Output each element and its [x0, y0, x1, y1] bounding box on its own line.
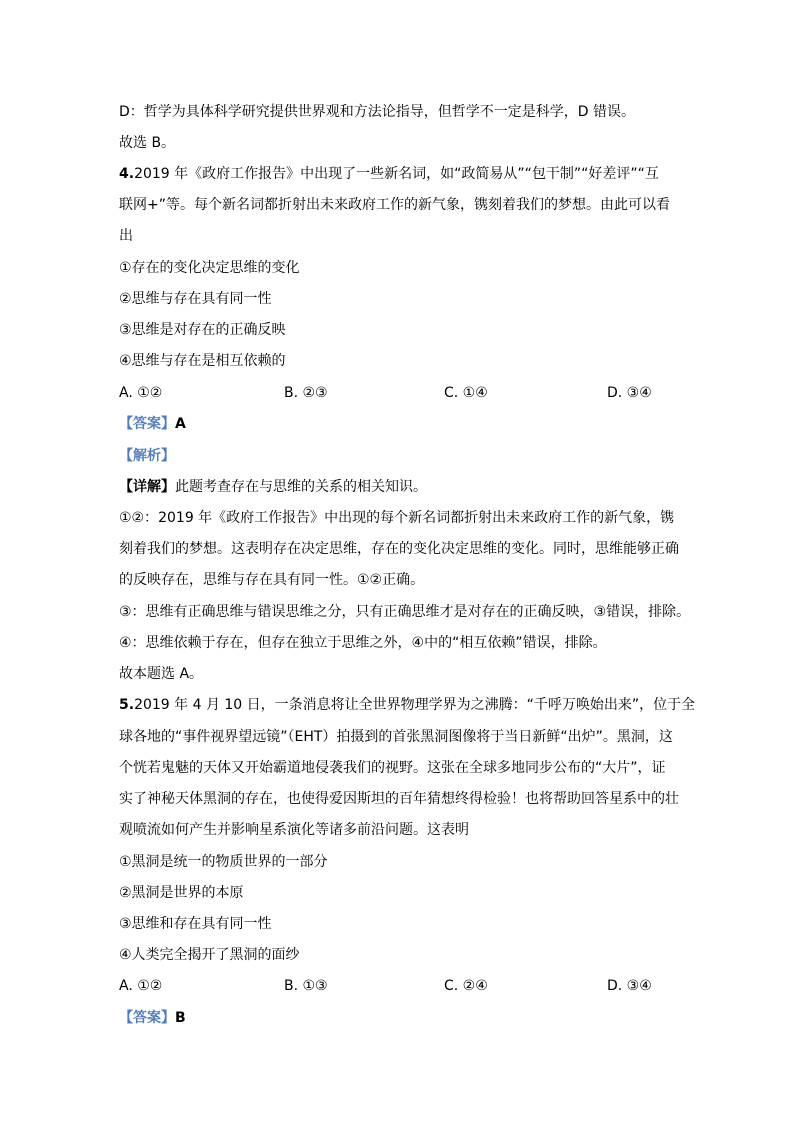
- q4-detail-intro-line: [119, 477, 427, 497]
- q5-option-a: A. ①②: [119, 978, 163, 994]
- q5-option-c: C. ②④: [444, 978, 488, 994]
- q4-answer-tag: 【答案】: [119, 416, 175, 432]
- q5-stem-line-3: 个恍若鬼魅的天体又开始霸道地侵袭我们的视野。这张在全球多地同步公布的“大片”，证: [119, 760, 666, 776]
- q4-stem-line-2: 联网+”等。每个新名词都折射出未来政府工作的新气象，镌刻着我们的梦想。由此可以看: [119, 197, 670, 213]
- q5-stem-line-2: 球各地的“事件视界望远镜”（EHT）拍摄到的首张黑洞图像将于当日新鲜“出炉”。黑洞，这: [119, 729, 673, 745]
- q4-stem-text-1: 2019 年《政府工作报告》中出现了一些新名词，如“政简易从”“包干制”“好差评”“互: [134, 166, 659, 182]
- q4-conclusion: 故本题选 A。: [119, 666, 204, 682]
- q5-answer-line: [119, 1008, 186, 1028]
- q4-statement-2: ②思维与存在具有同一性: [119, 291, 272, 307]
- q4-detail-line-5: ④：思维依赖于存在，但存在独立于思维之外，④中的“相互依赖”错误，排除。: [119, 635, 607, 651]
- q5-stem-line-5: 观喷流如何产生并影响星系演化等诸多前沿问题。这表明: [119, 822, 469, 838]
- q5-statement-3: ③思维和存在具有同一性: [119, 916, 272, 932]
- q5-option-b: B. ①③: [284, 978, 328, 994]
- q4-detail-line-4: ③：思维有正确思维与错误思维之分，只有正确思维才是对存在的正确反映，③错误，排除。: [119, 604, 691, 620]
- q4-stem-line-1: [119, 164, 659, 184]
- q5-statement-2: ②黑洞是世界的本原: [119, 885, 244, 901]
- q4-option-b: B. ②③: [284, 385, 328, 401]
- q5-option-d: D. ③④: [607, 978, 652, 994]
- prev-choice: 故选 B。: [119, 135, 176, 151]
- q4-detail-intro: 此题考查存在与思维的关系的相关知识。: [175, 479, 427, 495]
- q4-answer-value: A: [175, 416, 186, 432]
- q4-option-c: C. ①④: [444, 385, 488, 401]
- q5-number: 5.: [119, 697, 135, 713]
- q4-detail-line-2: 刻着我们的梦想。这表明存在决定思维，存在的变化决定思维的变化。同时，思维能够正确: [119, 541, 679, 557]
- q4-detail-line-1: ①②：2019 年《政府工作报告》中出现的每个新名词都折射出未来政府工作的新气象，镌: [119, 510, 675, 526]
- prev-d-analysis: D：哲学为具体科学研究提供世界观和方法论指导，但哲学不一定是科学，D 错误。: [119, 104, 636, 120]
- q5-statement-4: ④人类完全揭开了黑洞的面纱: [119, 947, 300, 963]
- q4-option-d: D. ③④: [607, 385, 652, 401]
- q5-statement-1: ①黑洞是统一的物质世界的一部分: [119, 854, 328, 870]
- q4-analysis-tag: 【解析】: [119, 448, 175, 464]
- q5-answer-tag: 【答案】: [119, 1010, 175, 1026]
- q4-option-a: A. ①②: [119, 385, 163, 401]
- q4-statement-1: ①存在的变化决定思维的变化: [119, 260, 300, 276]
- q4-number: 4.: [119, 166, 135, 182]
- q5-stem-text-1: 2019 年 4 月 10 日，一条消息将让全世界物理学界为之沸腾：“千呼万唤始出来”，位于全: [134, 697, 696, 713]
- q5-stem-line-1: [119, 695, 695, 715]
- q4-analysis-line: [119, 446, 175, 466]
- q4-statement-3: ③思维是对存在的正确反映: [119, 322, 286, 338]
- q4-answer-line: [119, 414, 186, 434]
- q4-detail-tag: 【详解】: [119, 479, 175, 495]
- q4-detail-line-3: 的反映存在，思维与存在具有同一性。①②正确。: [119, 572, 425, 588]
- q4-statement-4: ④思维与存在是相互依赖的: [119, 353, 286, 369]
- q5-answer-value: B: [175, 1010, 186, 1026]
- q4-stem-line-3: 出: [119, 228, 133, 244]
- q5-stem-line-4: 实了神秘天体黑洞的存在，也使得爱因斯坦的百年猜想终得检验！也将帮助回答星系中的壮: [119, 791, 679, 807]
